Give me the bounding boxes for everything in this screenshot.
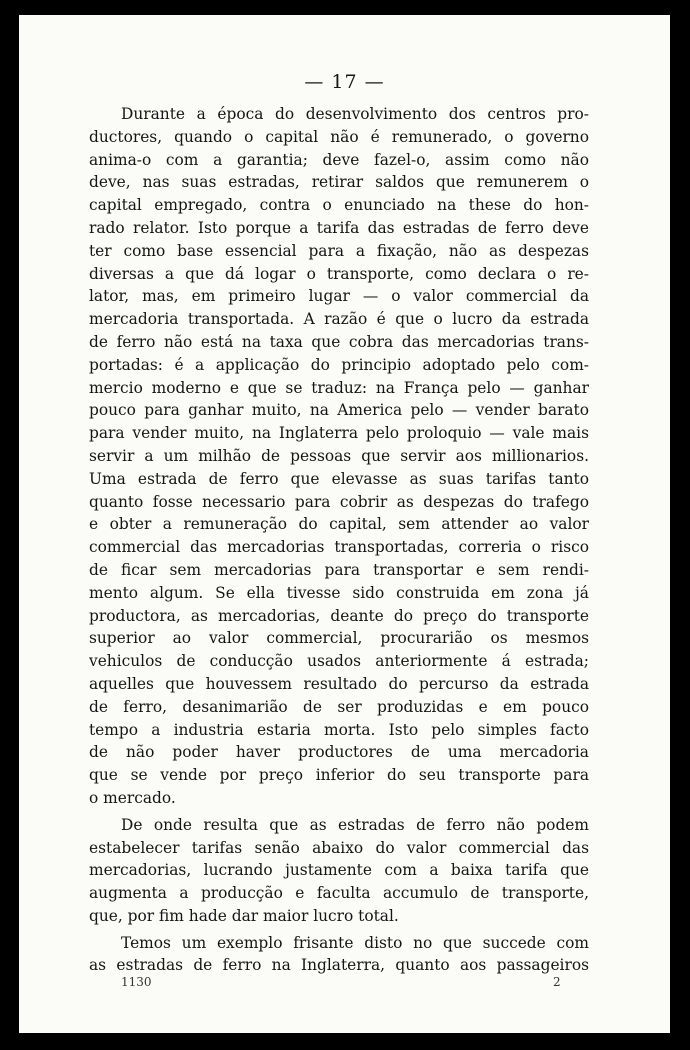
text-line: mercadorias, lucrando justamente com a baixa tarifa que — [89, 861, 589, 880]
text-line: as estradas de ferro na Inglaterra, quanto aos passageiros — [89, 956, 589, 975]
text-line: de ficar sem mercadorias para transportar e sem rendi- — [89, 560, 589, 579]
page-number: — 17 — — [304, 71, 385, 93]
text-line: que, por fim hade dar maior lucro total. — [89, 906, 399, 925]
text-line: capital empregado, contra o enunciado na these do hon- — [89, 196, 589, 215]
text-line: que se vende por preço inferior do seu transporte para — [89, 766, 589, 785]
text-line: lator, mas, em primeiro lugar — o valor commercial da — [89, 287, 589, 306]
book-page — [19, 15, 670, 1033]
paragraph — [89, 932, 589, 978]
paragraph — [89, 814, 589, 928]
text-line: ductores, quando o capital não é remunerado, o governo — [89, 127, 589, 146]
text-line: portadas: é a applicação do principio adoptado pelo com- — [89, 355, 589, 374]
text-line: Temos um exemplo frisante disto no que succede com — [121, 933, 589, 952]
text-line: Durante a época do desenvolvimento dos centros pro- — [121, 105, 589, 123]
paragraph — [89, 103, 589, 810]
printer-signature-mark: 1130 — [121, 975, 152, 989]
text-line: commercial das mercadorias transportadas, correria o risco — [89, 538, 589, 557]
text-line: estabelecer tarifas senão abaixo do valor commercial das — [89, 838, 589, 857]
text-line: diversas a que dá logar o transporte, como declara o re- — [89, 264, 589, 283]
text-line: e obter a remuneração do capital, sem attender ao valor — [89, 515, 589, 534]
body-text — [89, 103, 589, 977]
text-line: quanto fosse necessario para cobrir as despezas do trafego — [89, 492, 589, 511]
text-line: rado relator. Isto porque a tarifa das estradas de ferro deve — [89, 218, 589, 237]
text-line: De onde resulta que as estradas de ferro não podem — [121, 815, 589, 834]
text-line: de ferro, desanimarião de ser produzidas e em pouco — [89, 697, 589, 716]
text-line: ter como base essencial para a fixação, não as despezas — [89, 241, 589, 260]
text-line: de ferro não está na taxa que cobra das mercadorias trans- — [89, 332, 589, 351]
text-line: pouco para ganhar muito, na America pelo — vender barato — [89, 401, 589, 420]
text-line: mercadoria transportada. A razão é que o lucro da estrada — [89, 310, 589, 329]
text-line: aquelles que houvessem resultado do percurso da estrada — [89, 674, 589, 693]
text-line: para vender muito, na Inglaterra pelo proloquio — vale mais — [89, 424, 589, 443]
text-line: productora, as mercadorias, deante do preço do transporte — [89, 606, 589, 625]
text-line: mercio moderno e que se traduz: na França pelo — ganhar — [89, 378, 589, 397]
text-line: tempo a industria estaria morta. Isto pelo simples facto — [89, 720, 589, 739]
text-line: o mercado. — [89, 788, 176, 807]
text-line: superior ao valor commercial, procurarião os mesmos — [89, 629, 589, 648]
text-line: vehiculos de conducção usados anteriormente á estrada; — [89, 652, 589, 671]
text-line: Uma estrada de ferro que elevasse as suas tarifas tanto — [89, 469, 589, 488]
gathering-signature-mark: 2 — [553, 975, 561, 989]
text-line: deve, nas suas estradas, retirar saldos que remunerem o — [89, 173, 589, 192]
text-line: anima-o com a garantia; deve fazel-o, assim como não — [89, 150, 589, 169]
text-line: servir a um milhão de pessoas que servir aos millionarios. — [89, 446, 589, 465]
text-line: augmenta a producção e faculta accumulo de transporte, — [89, 884, 589, 903]
text-line: de não poder haver productores de uma mercadoria — [89, 743, 589, 762]
text-line: mento algum. Se ella tivesse sido construida em zona já — [89, 583, 589, 602]
